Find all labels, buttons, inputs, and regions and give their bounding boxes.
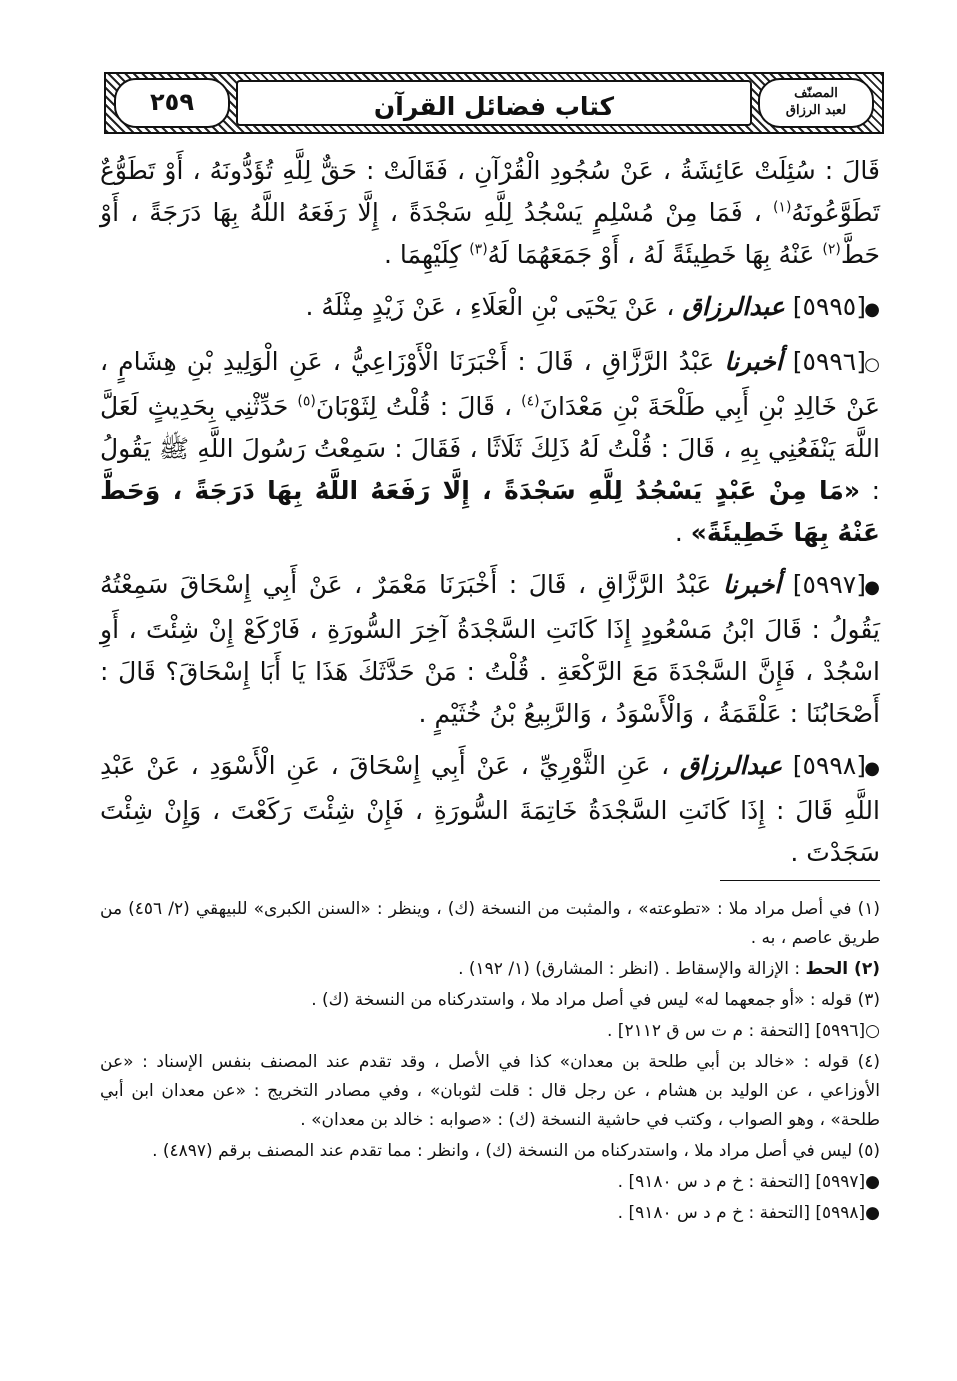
page-number-box <box>114 78 230 128</box>
footnote-5 <box>100 1137 880 1166</box>
hadith-5995 <box>100 286 880 331</box>
text-segment: قَالَ : سُئِلَتْ عَائِشَةُ ، عَنْ سُجُودِ الْقُرْآنِ ، فَقَالَتْ : حَقٌّ لِلَّهِ تُؤَدُّونَهُ ، أَوْ تَطَوُّعٌ تَطَوَّعُونَهُ <box>100 156 880 227</box>
header-title-box <box>236 80 752 126</box>
narrator-lead: أخبرنا <box>722 570 782 599</box>
hadith-5997 <box>100 564 880 735</box>
filled-circle-marker: ● <box>864 299 880 320</box>
hadith-number: [٥٩٩٦] <box>792 347 866 376</box>
footnote-2 <box>100 955 880 984</box>
text-segment: عَبْدُ الرَّزَّاقِ ، قَالَ : أَخْبَرَنَا الْأَوْزَاعِيُّ ، عَنِ الْوَلِيدِ بْنِ هِشَامٍ ، عَنْ خَالِدِ بْنِ أَبِي طَلْحَةَ بْنِ مَعْدَانَ <box>100 347 880 421</box>
filled-circle-marker: ● <box>864 758 880 779</box>
tuhfa-ref-5998 <box>100 1199 880 1228</box>
chapter-title: كتاب فضائل القرآن <box>373 92 615 121</box>
logo-line-1: المصنّف <box>794 86 838 101</box>
tuhfa-ref-5996 <box>100 1017 880 1046</box>
footnote-ref: (٥) <box>297 393 316 410</box>
hadith-number: [٥٩٩٥] <box>792 292 866 321</box>
footnote-term: (٢) الحط <box>805 959 880 979</box>
hadith-text: ، عَنْ يَحْيَى بْنِ الْعَلَاءِ ، عَنْ زَيْدٍ مِثْلَهُ . <box>305 292 683 321</box>
logo-line-2: لعبد الرزاق <box>785 103 847 118</box>
book-logo-text <box>760 85 872 119</box>
footnote-text: (٤) قوله : «خالد بن أبي طلحة بن معدان» كذا في الأصل ، وقد تقدم عند المصنف بنفس الإسناد : «عن الأوزاعي ، عن الوليد بن هشام ، عن رجل قال : قلت لثوبان» ، وفي مصادر التخريج : «عن معدان ابن أبي طلحة» ، وهو الصواب ، وكتب في حاشية النسخة (ك) : «صوابه : خالد بن معدان» . <box>100 1052 880 1130</box>
footnote-text: ●[٥٩٩٧] [التحفة : خ م د س ٩١٨٠] . <box>617 1172 880 1192</box>
paragraph-continuation <box>100 150 880 276</box>
text-segment: ، قَالَ : قُلْتُ لِثَوْبَانَ <box>315 392 522 421</box>
footnote-1 <box>100 895 880 953</box>
hadith-number: [٥٩٩٨] <box>792 751 866 780</box>
filled-circle-marker: ● <box>864 577 880 598</box>
text-segment: كِلَيْهِمَا . <box>384 240 470 269</box>
footnote-separator <box>720 880 880 881</box>
narrator-lead: عبدالرزاق <box>679 751 783 780</box>
hadith-number: [٥٩٩٧] <box>792 570 866 599</box>
footnote-ref: (٣) <box>469 241 488 258</box>
footnotes <box>100 895 880 1230</box>
text-segment: عَنْهُ بِهَا خَطِيئَةً لَهُ ، أَوْ جَمَعَهُمَا لَهُ <box>487 240 823 269</box>
footnote-4 <box>100 1048 880 1135</box>
footnote-text: ○[٥٩٩٦] [التحفة : م ت س ق ٢١١٢] . <box>607 1021 880 1041</box>
text-segment: . <box>674 518 691 547</box>
footnote-3 <box>100 986 880 1015</box>
hadith-text: ، عَنِ الثَّوْرِيِّ ، عَنْ أَبِي إِسْحَاقَ ، عَنِ الْأَسْوَدِ ، عَنْ عَبْدِ اللَّهِ قَالَ : إِذَا كَانَتِ السَّجْدَةُ خَاتِمَةَ السُّورَةِ ، فَإِنْ شِئْتَ رَكَعْتَ ، وَإِنْ شِئْتَ سَجَدْتَ . <box>100 751 880 867</box>
footnote-text: (٥) ليس في أصل مراد ملا ، واستدركناه من النسخة (ك) ، وانظر : مما تقدم عند المصنف برقم (٤٨٩٧) . <box>152 1141 880 1161</box>
footnote-ref: (١) <box>772 199 792 216</box>
footnote-text: (١) في أصل مراد ملا : «تطوعته» ، والمثبت من النسخة (ك) ، وينظر : «السنن الكبرى» للبيهقي (٢/ ٤٥٦) من طريق عاصم ، به . <box>100 899 880 948</box>
footnote-ref: (٢) <box>822 241 841 258</box>
hadith-text: عَبْدُ الرَّزَّاقِ ، قَالَ : أَخْبَرَنَا مَعْمَرٌ ، عَنْ أَبِي إِسْحَاقَ سَمِعْتُهُ يَقُولُ : قَالَ ابْنُ مَسْعُودٍ إِذَا كَانَتِ السَّجْدَةُ آخِرَ السُّورَةِ ، فَارْكَعْ إِنْ شِئْتَ ، أَوِ اسْجُدْ ، فَإِنَّ السَّجْدَةَ مَعَ الرَّكْعَةِ . قُلْتُ : مَنْ حَدَّثَكَ هَذَا يَا أَبَا إِسْحَاقَ؟ قَالَ : أَصْحَابُنَا : عَلْقَمَةُ ، وَالْأَسْوَدُ ، وَالرَّبِيعُ بْنُ خُثَيْمٍ . <box>100 570 880 728</box>
footnote-text: : الإزالة والإسقاط . (انظر : المشارق) (١/ ١٩٢) . <box>458 959 806 979</box>
page-number: ٢٥٩ <box>150 88 194 116</box>
book-logo <box>758 78 874 128</box>
page-header <box>104 72 884 134</box>
prophetic-quote: «مَا مِنْ عَبْدٍ يَسْجُدُ لِلَّهِ سَجْدَةً ، إِلَّا رَفَعَهُ اللَّهُ بِهَا دَرَجَةً ، وَحَطَّ عَنْهُ بِهَا خَطِيئَةً» <box>100 476 880 547</box>
text-segment: ، فَمَا مِنْ مُسْلِمٍ يَسْجُدُ لِلَّهِ سَجْدَةً ، إِلَّا رَفَعَهُ اللَّهُ بِهَا دَرَجَةً ، أَوْ حَطَّ <box>100 198 880 269</box>
footnote-text: ●[٥٩٩٨] [التحفة : خ م د س ٩١٨٠] . <box>617 1203 880 1223</box>
hollow-circle-marker: ○ <box>864 354 880 375</box>
hadith-5996 <box>100 341 880 554</box>
narrator-lead: عبدالرزاق <box>682 292 785 321</box>
text-segment: حَدِّثْنِي بِحَدِيثٍ لَعَلَّ اللَّهَ يَنْفَعُنِي بِهِ ، قَالَ : قُلْتُ لَهُ ذَلِكَ ثَلَاثًا ، فَقَالَ : سَمِعْتُ رَسُولَ اللَّهِ ﷺ يَقُولُ : <box>100 392 880 505</box>
main-text <box>100 150 880 884</box>
footnote-text: (٣) قوله : «أو جمعهما له» ليس في أصل مراد ملا ، واستدركناه من النسخة (ك) . <box>311 990 880 1010</box>
tuhfa-ref-5997 <box>100 1168 880 1197</box>
hadith-5998 <box>100 745 880 874</box>
footnote-ref: (٤) <box>521 393 540 410</box>
narrator-lead: أخبرنا <box>724 347 783 376</box>
